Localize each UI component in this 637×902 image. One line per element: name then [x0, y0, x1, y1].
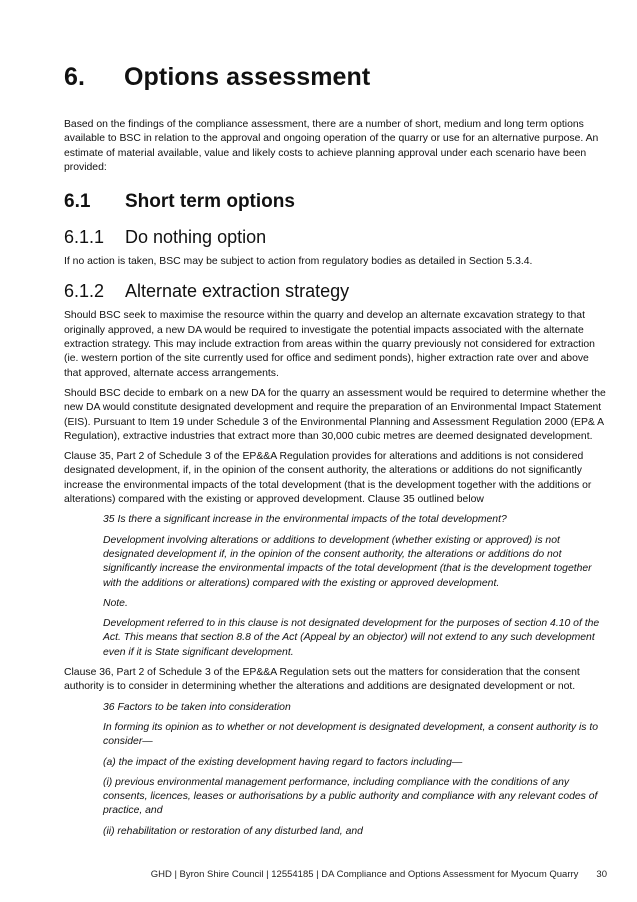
quote-clause-35-note-label: Note.	[103, 597, 128, 609]
section-number: 6.1	[64, 191, 91, 213]
intro-paragraph: Based on the findings of the compliance assessment, there are a number of short, medium and long term options available to BSC in relation to the approval and ongoing operation of the quarry or use for an alternative purpose. An estimate of material available, value and likely costs to achieve planning approval under each scenario have been provided:	[64, 119, 599, 173]
quote-clause-36-body: In forming its opinion as to whether or not development is designated development, a consent authority is to consider—	[103, 721, 599, 748]
quote-clause-35-body: Development involving alterations or additions to development (whether existing or approved) is not designated development if, in the opinion of the consent authority, the alterations or additions do not significantly increase the environmental impacts of the total development (that is the development together with the additions or alterations) compared with the existing or approved development.	[103, 534, 592, 589]
section-number: 6.1.1	[64, 227, 105, 248]
quote-clause-36-title: 36 Factors to be taken into consideration	[103, 701, 291, 713]
document-page	[64, 60, 609, 845]
section-heading-6-1-2	[64, 279, 609, 303]
paragraph-alternate-strategy: Should BSC seek to maximise the resource within the quarry and develop an alternate excavation strategy to that originally approved, a new DA would be required to investigate the potential impacts associated with the alternate extraction strategy. This may include extraction from areas within the quarry previously not considered for extraction (ie. western portion of the site currently used for office and sediment ponds), higher extraction rate over and above that approved, alternate access arrangements.	[64, 310, 595, 379]
quote-clause-35-note-body: Development referred to in this clause is not designated development for the purposes of section 4.10 of the Act. This means that section 8.8 of the Act (Appeal by an objector) will not extend to any such development even if it is State significant development.	[103, 618, 600, 658]
do-nothing-paragraph: If no action is taken, BSC may be subject to action from regulatory bodies as detailed in Section 5.3.4.	[64, 256, 533, 268]
quote-clause-36-a: (a) the impact of the existing development having regard to factors including—	[103, 756, 463, 768]
section-heading-6-1	[64, 189, 609, 215]
section-title: Alternate extraction strategy	[125, 281, 350, 302]
section-heading-6-1-1	[64, 225, 609, 249]
section-title: Do nothing option	[125, 227, 267, 248]
section-title: Short term options	[125, 191, 295, 213]
page-number: 30	[596, 869, 607, 880]
quote-clause-36-ii: (ii) rehabilitation or restoration of any disturbed land, and	[103, 825, 363, 837]
paragraph-clause-36: Clause 36, Part 2 of Schedule 3 of the EP&&A Regulation sets out the matters for consideration that the consent authority is to consider in determining whether the alterations and additions are designated development or not.	[64, 667, 580, 693]
footer-text: GHD | Byron Shire Council | 12554185 | DA Compliance and Options Assessment for Myocum Quarry	[150, 869, 579, 880]
section-number: 6.	[64, 63, 86, 91]
section-heading-6	[64, 60, 609, 94]
quote-clause-36-i: (i) previous environmental management performance, including compliance with the conditions of any consents, licences, leases or authorisations by a public authority and compliance with any relevant codes of practice, and	[103, 776, 598, 817]
paragraph-designated-development: Should BSC decide to embark on a new DA for the quarry an assessment would be required to determine whether the new DA would constitute designated development and require the preparation of an Environmental Impact Statement (EIS). Pursuant to Item 19 under Schedule 3 of the Environmental Planning and Assessment Regulation 2000 (EP& A Regulation), extractive industries that extract more than 30,000 cubic metres are deemed designated development.	[64, 387, 606, 442]
section-title: Options assessment	[124, 63, 371, 91]
section-number: 6.1.2	[64, 281, 105, 302]
page-footer	[151, 869, 607, 880]
paragraph-clause-35: Clause 35, Part 2 of Schedule 3 of the EP&&A Regulation provides for alterations and additions is not considered designated development, if, in the opinion of the consent authority, the alterations or additions do not significantly increase the environmental impacts of the total development (that is the development together with the additions or alterations) compared with the existing or approved development. Clause 35 outlined below	[64, 451, 592, 506]
quote-clause-35-title: 35 Is there a significant increase in the environmental impacts of the total development?	[103, 514, 507, 526]
